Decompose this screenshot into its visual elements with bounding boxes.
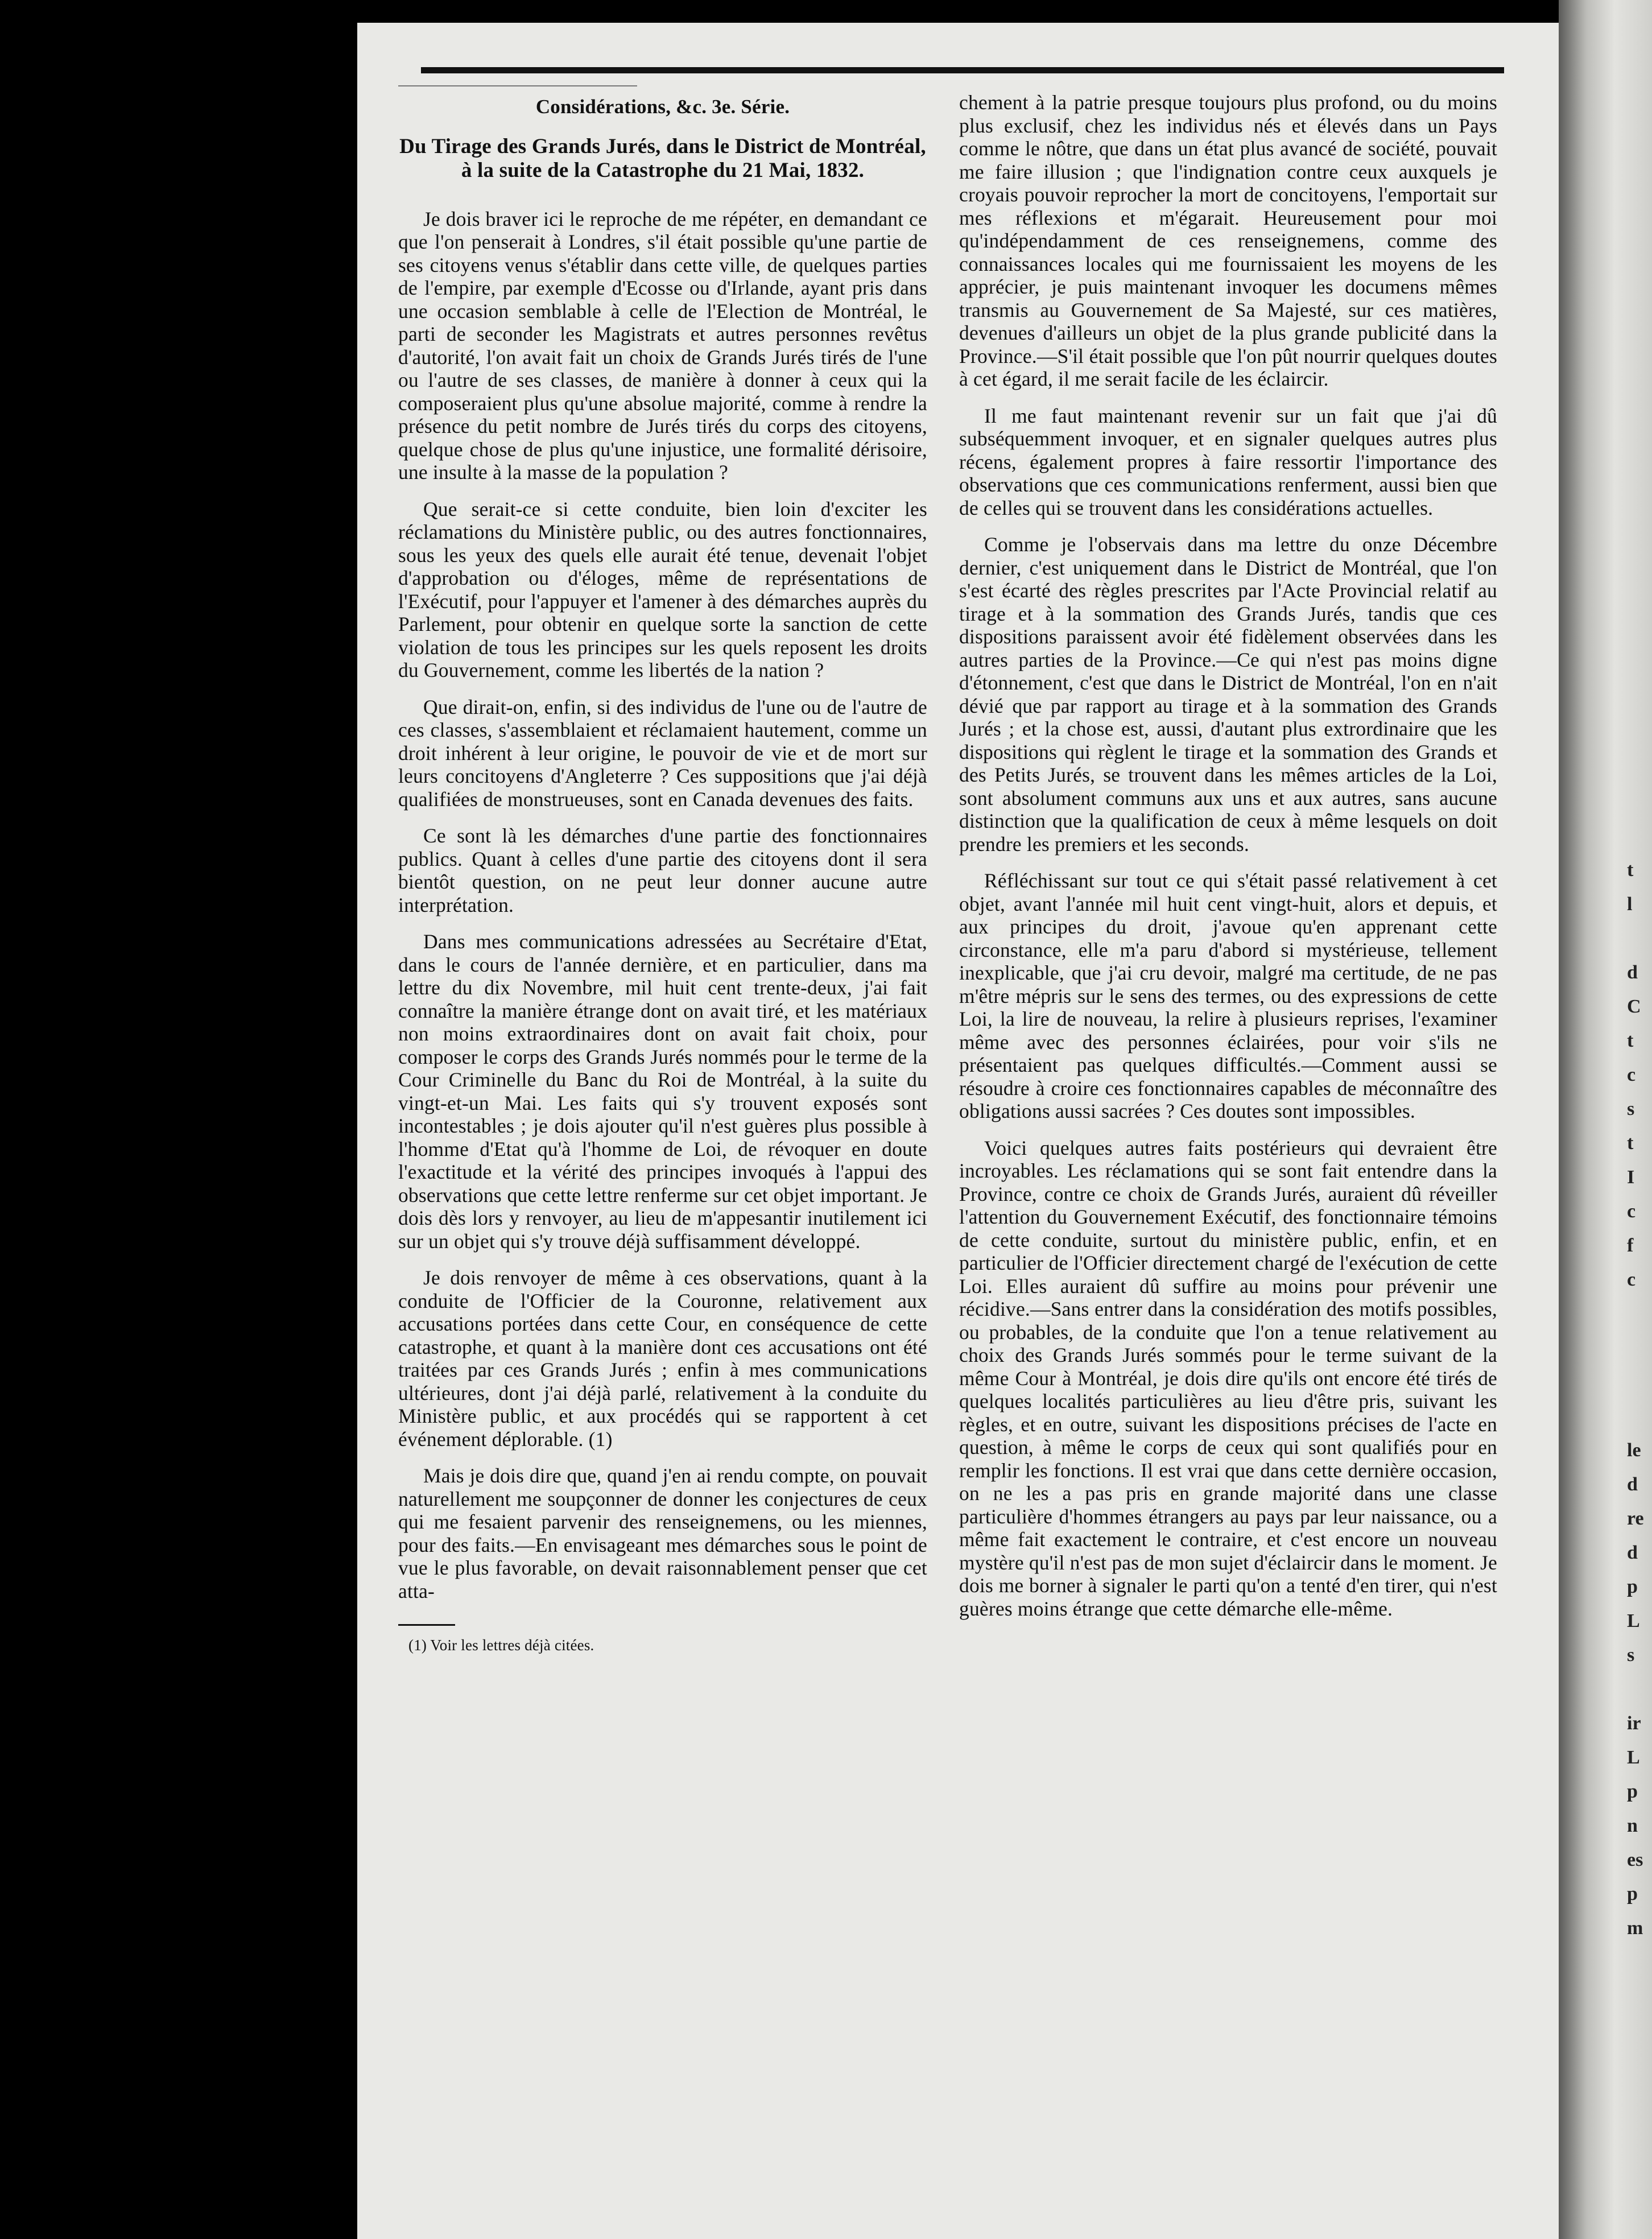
paragraph: Je dois renvoyer de même à ces observations, quant à la conduite de l'Officier de la Couronne, relativement aux accusations portées dans cette Cour, en conséquence de cette catastrophe, et quant à la manière dont ces accusations ont été traitées par ces Grands Jurés ; enfin à mes communications ultérieures, dont j'ai déjà parlé, relativement à la conduite du Ministère public, et aux procédés qui se rapportent à cet événement déplorable. (1) [398, 1266, 927, 1451]
paragraph: Je dois braver ici le reproche de me répéter, en demandant ce que l'on penserait à Londres, s'il était possible qu'une partie de ses citoyens venus s'établir dans cette ville, de quelques parties de l'empire, par exemple d'Ecosse ou d'Irlande, ayant pris dans une occasion semblable à celle de l'Election de Montréal, le parti de seconder les Magistrats et autres personnes revêtus d'autorité, l'on avait fait un choix de Grands Jurés tirés de l'une ou l'autre de ses classes, de manière à donner à ceux qui la composeraient plus qu'une absolue majorité, comme à rendre la présence du petit nombre de Jurés tirés du corps des citoyens, quelque chose de plus qu'une injustice, une formalité dérisoire, une insulte à la masse de la population ? [398, 207, 927, 484]
paragraph: Comme je l'observais dans ma lettre du onze Décembre dernier, c'est uniquement dans le District de Montréal, que l'on s'est écarté des règles prescrites par l'Acte Provincial relatif au tirage et à la sommation des Grands Jurés, tandis que ces dispositions paraissent avoir été fidèlement observées dans les autres parties de la Province.—Ce qui n'est pas moins digne d'étonnement, c'est que dans le District de Montréal, l'on en n'ait dévié que par rapport au tirage et à la sommation des Grands Jurés ; et la chose est, aussi, d'autant plus extrordinaire que les dispositions qui règlent le tirage et la sommation des Grands et des Petits Jurés, se trouvent dans les mêmes articles de la Loi, sont absolument communs aux uns et aux autres, sans aucune distinction que la qualification de ceux à même lesquels on doit prendre les premiers et les seconds. [959, 533, 1497, 856]
adjacent-page-edge [1559, 0, 1652, 2239]
paragraph: Que serait-ce si cette conduite, bien loin d'exciter les réclamations du Ministère public, ou des autres fonctionnaires, sous les yeux des quels elle aurait été tenue, devenait l'objet d'approbation ou d'éloges, même de représentations de l'Exécutif, pour l'appuyer et l'amener à des démarches auprès du Parlement, pour obtenir en quelque sorte la sanction de cette violation de tous les principes sur les quels reposent les droits du Gouvernement, comme les libertés de la nation ? [398, 497, 927, 681]
paragraph: Réfléchissant sur tout ce qui s'était passé relativement à cet objet, avant l'année mil huit cent vingt-huit, alors et depuis, et aux principes du droit, j'avoue qu'en apprenant cette circonstance, elle m'a paru d'abord si mystérieuse, tellement inexplicable, que j'ai cru devoir, malgré ma certitude, de ne pas m'être mépris sur le sens des termes, ou des expressions de cette Loi, la lire de nouveau, la relire à plusieurs reprises, l'examiner même avec des personnes éclairées, pour voir s'ils ne présentaient pas quelques difficultés.—Comment aussi se résoudre à croire ces fonctionnaires capables de méconnaître des obligations aussi sacrées ? Ces doutes sont impossibles. [959, 869, 1497, 1122]
paragraph: Il me faut maintenant revenir sur un fait que j'ai dû subséquemment invoquer, et en signaler quelques autres plus récens, également propres à faire ressortir l'importance des observations que ces communications renferment, aussi bien que de celles qui se trouvent dans les considérations actuelles. [959, 404, 1497, 519]
paragraph: Dans mes communications adressées au Secrétaire d'Etat, dans le cours de l'année dernière, et en particulier, dans ma lettre du dix Novembre, mil huit cent trente-deux, j'ai fait connaître la manière étrange dont on avait tiré, et les matériaux non moins extraordinaires dont on avait fait choix, pour composer le corps des Grands Jurés nommés pour le terme de la Cour Criminelle du Banc du Roi de Montréal, à la suite du vingt-et-un Mai. Les faits qui s'y trouvent exposés sont incontestables ; je dois ajouter qu'il n'est guères plus possible à l'homme d'Etat qu'à l'homme de Loi, de révoquer en doute l'exactitude et la vérité des principes invoqués à l'appui des observations que cette lettre renferme sur cet objet important. Je dois dès lors y renvoyer, au lieu de m'appesantir inutilement ici sur un objet qui s'y trouve déjà suffisamment développé. [398, 930, 927, 1253]
paragraph: Ce sont là les démarches d'une partie des fonctionnaires publics. Quant à celles d'une partie des citoyens dont il sera bientôt question, on ne peut leur donner aucune autre interprétation. [398, 824, 927, 916]
series-heading: Considérations, &c. 3e. Série. [535, 96, 790, 118]
top-rule [421, 67, 1504, 73]
paragraph: Mais je dois dire que, quand j'en ai rendu compte, on pouvait naturellement me soupçonner de donner les conjectures de ceux qui me fesaient parvenir des renseignemens, ou les miennes, pour des faits.—En envisageant mes démarches sous le point de vue le plus favorable, on devait raisonnablement penser que cet atta- [398, 1464, 927, 1602]
paragraph: Que dirait-on, enfin, si des individus de l'une ou de l'autre de ces classes, s'assemblaient et réclamaient hautement, comme un droit inhérent à leur origine, le pouvoir de vie et de mort sur leurs concitoyens d'Angleterre ? Ces suppositions que j'ai déjà qualifiées de monstrueuses, sont en Canada devenues des faits. [398, 695, 927, 811]
footnote-rule [398, 1624, 455, 1626]
paragraph: Voici quelques autres faits postérieurs qui devraient être incroyables. Les réclamations qui se sont fait entendre dans la Province, contre ce choix de Grands Jurés, auraient dû réveiller l'attention du Gouvernement Exécutif, des fonctionnaire témoins de cette conduite, surtout du ministère public, enfin, et en particulier de l'Officier directement chargé de l'exécution de cette Loi. Elles auraient dû suffire au moins pour prévenir une récidive.—Sans entrer dans la considération des motifs possibles, ou probables, de la conduite que l'on a tenue relativement au choix des Grands Jurés sommés pour le terme suivant de la même Cour à Montréal, je dois dire qu'ils ont encore été tirés de quelques localités particulières au lieu d'être pris, suivant les règles, et en outre, suivant les dispositions précises de l'acte en question, à même le corps de ceux qui sont qualifiés pour en remplir les fonctions. Il est vrai que dans cette dernière occasion, on ne les a pas pris en grande majorité dans une classe particulière d'hommes étrangers au pays par leur naissance, ou a même fait exactement le contraire, et c'est encore un nouveau mystère qu'il n'est pas de mon sujet d'éclaircir dans le moment. Je dois me borner à signaler le parti qu'on a tenté d'en tirer, qui n'est guères moins étrange que cette démarche elle-même. [959, 1136, 1497, 1620]
top-rule-thin [398, 85, 637, 86]
left-column [398, 91, 927, 1654]
right-column [959, 91, 1497, 1634]
paragraph: chement à la patrie presque toujours plus profond, ou du moins plus exclusif, chez les individus nés et élevés dans un Pays comme le nôtre, que dans un état plus avancé de société, pouvait me faire illusion ; que l'indignation contre ceux auxquels je croyais pouvoir reprocher la mort de concitoyens, l'emportait sur mes réflexions et m'égarait. Heureusement pour moi qu'indépendamment de ces renseignemens, comme des connaissances locales qui me fournissaient les moyens de les apprécier, je puis maintenant invoquer les documens mêmes transmis au Gouvernement de Sa Majesté, sur ces matières, devenues d'ailleurs un objet de la plus grande publicité dans la Province.—S'il était possible que l'on pût nourrir quelques doutes à cet égard, il me serait facile de les éclaircir. [959, 91, 1497, 390]
article-title: Du Tirage des Grands Jurés, dans le District de Montréal, à la suite de la Catastrophe du 21 Mai, 1832. [399, 134, 926, 182]
adjacent-page-text: t l d C t c s t I c f c le d re d p L s ir L p n es p m [1627, 860, 1644, 1939]
footnote: (1) Voir les lettres déjà citées. [408, 1637, 594, 1654]
